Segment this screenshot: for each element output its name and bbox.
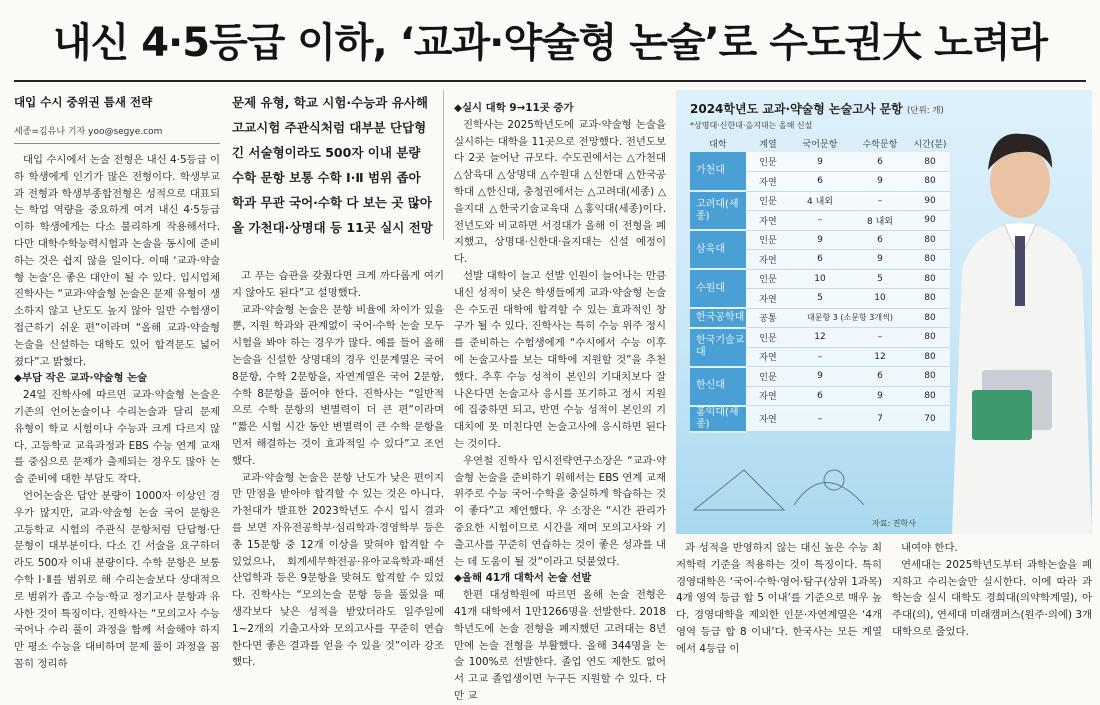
header-cell: 계열 [759, 139, 777, 150]
university-cell: 고려대(세종) [690, 191, 746, 230]
university-cell: 홍익대(세종) [690, 406, 746, 432]
article-column-1 [14, 152, 220, 670]
table-cell: 8 내외 [850, 211, 910, 231]
paragraph: 진학사는 2025학년도에 교과·약술형 논술을 실시하는 대학을 11곳으로 전망했다. 전년도보다 2곳 늘어난 규모다. 수도권에서는 △가천대 △삼육대 △상명대 △수원대 △신한대 △한국공학대 △한신대, 충청권에서는 △고려대(세종) △을지대 △한국기술교육대 △홍익대(세종)이다. 전년도와 비교하면 서경대가 올해 이 전형을 폐지했고, 상명대·신한대·을지대는 신설 예정이다. [454, 118, 666, 266]
headline: 내신 4·5등급 이하, ‘교과·약술형 논술’로 수도권大 노려라 [53, 19, 1047, 66]
table-cell: 10 [790, 269, 850, 289]
university-cell: 삼육대 [690, 230, 746, 269]
table-cell: 자연 [746, 347, 790, 367]
table-cell: 80 [910, 250, 950, 270]
university-cell: 수원대 [690, 269, 746, 308]
table-cell: 10 [850, 289, 910, 309]
table-cell: 80 [910, 347, 950, 367]
table-cell: 80 [910, 289, 950, 309]
table-cell: 80 [910, 269, 950, 289]
table-row [690, 191, 950, 211]
table-cell: 70 [910, 406, 950, 432]
table-cell: – [850, 191, 910, 211]
table-row [690, 152, 950, 172]
table-cell: 자연 [746, 211, 790, 231]
table-row [690, 230, 950, 250]
table-cell: 12 [850, 347, 910, 367]
info-box-unit: (단위: 개) [906, 106, 944, 116]
byline: 세종=김유나 기자 yoo@segye.com [14, 124, 220, 144]
table-cell: 4 내외 [790, 191, 850, 211]
header-cell: 대학 [709, 139, 727, 150]
table-cell: 인문 [746, 191, 790, 211]
table-row [690, 406, 950, 432]
table-cell: 인문 [746, 269, 790, 289]
exam-table [690, 134, 950, 433]
table-body [690, 152, 950, 432]
table-cell: 자연 [746, 406, 790, 432]
header-cell: 수학문항 [862, 139, 898, 150]
table-cell: 6 [790, 250, 850, 270]
paragraph: 한편 대성학원에 따르면 올해 논술 전형은 41개 대학에서 1만1266명을 선발한다. 2018학년도에 논술 전형을 폐지했던 고려대는 8년 만에 논술 전형을 부활했다. 올해 344명을 논술 100%로 선발한다. 졸업 연도 제한도 없어서 고교 졸업생이면 누구든 지원할 수 있다. 다만 교 [454, 589, 666, 702]
table-cell: 80 [910, 230, 950, 250]
university-cell: 한국기술교대 [690, 328, 746, 367]
table-cell: 6 [850, 367, 910, 387]
table-cell: – [790, 406, 850, 432]
paragraph: 연세대는 2025학년도부터 과학논술을 폐지하고 수리논술만 실시한다. 이에 따라 과학논술 실시 대학도 경희대(의약학계열), 아주대(의), 연세대 미래캠퍼스(원주·의예) 3개 대학으로 줄었다. [892, 558, 1092, 638]
info-box [676, 90, 1092, 534]
table-row [690, 328, 950, 348]
university-cell: 가천대 [690, 152, 746, 191]
deck-line: 학과 무관 국어·수학 다 보는 곳 많아 [232, 195, 432, 210]
table-row [690, 269, 950, 289]
paragraph: 대입 수시에서 논술 전형은 내신 4·5등급 이하 학생에게 인기가 많은 전형이다. 학생부교과 전형과 학생부종합전형은 성적으로 대표되는 학업 역량을 중요하게 여겨 내신 4·5등급 이하 학생에게는 다소 불리하게 작용해서다. 다만 대학수학능력시험과 논술을 동시에 준비하는 것은 쉽지 않을 일이다. 이때 ‘교과·약술형 논술’은 좋은 대안이 될 수 있다. 입시업체 진학사는 “교과·약술형 논술은 문제 유형이 생소하지 않고 난도도 높지 않아 일반 수험생이 접근하기 쉬운 편”이라며 “올해 교과·약술형 논술을 신설하는 대학도 있어 합격문도 넓어졌다”고 밝혔다. [14, 154, 220, 368]
student-illustration [942, 90, 1092, 534]
table-row [690, 308, 950, 328]
table-cell: 9 [850, 250, 910, 270]
info-box-note: *상명대·신한대·을지대는 올해 신설 [690, 121, 813, 130]
info-box-title [690, 100, 944, 117]
table-cell: 9 [790, 230, 850, 250]
headline-rule [14, 80, 1086, 82]
table-cell: – [850, 328, 910, 348]
table-cell: 9 [790, 152, 850, 172]
table-cell: 대문항 3 (소문항 3개씩) [790, 308, 910, 328]
table-cell: – [790, 347, 850, 367]
table-cell: 12 [790, 328, 850, 348]
paragraph: 교과·약술형 논술은 문항 비율에 차이가 있을 뿐, 지원 학과와 관계없이 국어·수학 논술 모두 시험을 봐야 하는 경우가 많다. 예를 들어 올해 논술을 신설한 상명대의 경우 인문계열은 국어 8문항, 수학 2문항을, 자연계열은 국어 2문항, 수학 8문항을 풀어야 한다. 진학사는 “일반적으로 수학 문항의 변별력이 더 큰 편”이라며 “짧은 시험 시간 동안 변별력이 큰 수학 문항을 먼저 해결하는 것이 효과적일 수 있다”고 조언했다. [232, 303, 444, 467]
deck [232, 90, 444, 240]
deck-line: 올 가천대·상명대 등 11곳 실시 전망 [232, 220, 433, 235]
paragraph: 24일 진학사에 따르면 교과·약술형 논술은 기존의 언어논술이나 수리논술과 달리 문제 유형이 학교 시험이나 수능과 크게 다르지 않다. 고등학교 교육과정과 EBS 수능 연계 교재를 중심으로 문제가 출제되는 경우도 많아 논술 준비에 대한 부담도 작다. [14, 389, 220, 486]
table-cell: 5 [790, 289, 850, 309]
table-cell: 80 [910, 386, 950, 406]
deck-line: 수학 문항 보통 수학 Ⅰ·Ⅱ 범위 좁아 [232, 170, 421, 185]
section-subheading: ◆실시 대학 9→11곳 증가 [454, 102, 574, 114]
table-cell: 80 [910, 367, 950, 387]
table-cell: 80 [910, 172, 950, 192]
table-cell: 6 [850, 230, 910, 250]
table-cell: 인문 [746, 152, 790, 172]
article-column-3 [454, 100, 666, 702]
table-cell: 인문 [746, 328, 790, 348]
table-cell: 자연 [746, 386, 790, 406]
table-cell: 공통 [746, 308, 790, 328]
article-column-2 [232, 268, 444, 669]
paragraph: 우연철 진학사 입시전략연구소장은 “교과·약술형 논술을 준비하기 위해서는 EBS 연계 교재 위주로 수능 국어·수학을 충실하게 학습하는 것이 좋다”고 제언했다. 우 소장은 “시간 관리가 중요한 시험이므로 시간을 재며 모의고사와 기출고사를 꾸준히 연습하는 것이 좋은 성과를 내는 데 도움이 될 것”이라고 덧붙였다. [454, 454, 666, 568]
paragraph: 고 푸는 습관을 갖췄다면 크게 까다롭게 여기지 않아도 된다”고 설명했다. [232, 270, 444, 299]
paragraph: 언어논술은 답안 분량이 1000자 이상인 경우가 많지만, 교과·약술형 논술 국어 문항은 고등학교 시험의 주관식 문항처럼 단답형·단문형이 대부분이다. 다소 긴 서술을 요구하더라도 500자 이내 분량이다. 수학 문항은 보통 수학 Ⅰ·Ⅱ를 범위로 해 수리논술보다 상대적으로 범위가 좁고 수능·학교 정기고사 문항과 유사한 것이 특징이다. 진학사는 “모의고사 수능 국어나 수리 풀이 과정을 함께 서술해야 하지만 평소 수능을 대비하며 문제 풀이 과정을 꼼꼼히 정리하 [14, 489, 220, 670]
section-subheading: ◆부담 작은 교과·약술형 논술 [14, 372, 148, 385]
header-cell: 국어문항 [802, 139, 838, 150]
paragraph: 과 성적을 반영하지 않는 대신 높은 수능 최저학력 기준을 적용하는 것이 특징이다. 특히 경영대학은 ‘국어·수학·영어·탐구(상위 1과목) 4개 영역 등급 합 5 이내’를 기준으로 매우 높다. 경영대학을 제외한 인문·자연계열은 ‘4개 영역 등급 합 8 이내’다. 한국사는 모든 계열에서 4등급 이 [676, 542, 882, 655]
table-cell: 인문 [746, 230, 790, 250]
article-column-4 [676, 540, 882, 655]
table-cell: 5 [850, 269, 910, 289]
kicker: 대입 수시 중위권 틈새 전략 [14, 95, 153, 109]
header-cell: 시간(분) [913, 139, 947, 150]
paragraph: 선발 대학이 늘고 선발 인원이 늘어나는 만큼 내신 성적이 낮은 학생들에게 교과·약술형 논술은 수도권 대학에 합격할 수 있는 효과적인 창구가 될 수 있다. 진학사는 특히 수능 위주 정시를 준비하는 수험생에게 “수시에서 수능 이후에 논술고사를 보는 대학에 지원할 것”을 추천했다. 추후 수능 성적이 본인의 기대치보다 잘 나온다면 논술고사 응시를 포기하고 정시 지원에 집중하면 되고, 반면 수능 성적이 본인의 기대치에 못 미친다면 논술고사에 응시하면 된다는 것이다. [454, 269, 666, 450]
table-cell: 6 [850, 152, 910, 172]
table-cell: 자연 [746, 172, 790, 192]
table-cell: 80 [910, 152, 950, 172]
section-subheading: ◆올해 41개 대학서 논술 선발 [454, 572, 592, 585]
paragraph: 내여야 한다. [901, 542, 958, 554]
table-header-row [690, 134, 950, 152]
table-cell: 9 [850, 172, 910, 192]
table-cell: 90 [910, 211, 950, 231]
deck-line: 문제 유형, 학교 시험·수능과 유사해 [232, 95, 428, 110]
table-cell: – [790, 211, 850, 231]
table-cell: 6 [790, 172, 850, 192]
table-cell: 7 [850, 406, 910, 432]
table-row [690, 367, 950, 387]
info-box-source: 자료: 진학사 [872, 519, 916, 528]
info-box-title-text: 2024학년도 교과·약술형 논술고사 문항 [690, 102, 903, 116]
table-cell: 자연 [746, 289, 790, 309]
university-cell: 한신대 [690, 367, 746, 406]
table-cell: 인문 [746, 367, 790, 387]
deck-line: 고교시험 주관식처럼 대부분 단답형 [232, 120, 427, 135]
deck-line: 긴 서술형이라도 500자 이내 분량 [232, 145, 421, 160]
math-decoration [684, 450, 874, 520]
university-cell: 한국공학대 [690, 308, 746, 328]
paragraph: 교과·약술형 논술은 문항 난도가 낮은 편이지만 만점을 받아야 합격할 수 있는 것은 아니다. 가천대가 발표한 2023학년도 수시 입시 결과를 보면 자유전공학부·심리학과·경영학부 등은 총 15문항 중 12개 이상을 맞혀야 합격할 수 있었으나, 회계세무학전공·유아교육학과·패션산업학과 등은 9문항을 맞혀도 합격할 수 있었다. 진학사는 “모의논술 문항 등을 풀었을 때 생각보다 낮은 성적을 받았더라도 일주일에 1~2개의 기출고사와 모의고사를 꾸준히 연습한다면 좋은 결과를 얻을 수 있을 것”이라 강조했다. [232, 471, 444, 669]
table-cell: 자연 [746, 250, 790, 270]
article-column-5 [892, 540, 1092, 640]
table-cell: 9 [790, 367, 850, 387]
table-cell: 80 [910, 308, 950, 328]
table-cell: 80 [910, 328, 950, 348]
table-cell: 90 [910, 191, 950, 211]
table-cell: 6 [790, 386, 850, 406]
table-cell: 9 [850, 386, 910, 406]
